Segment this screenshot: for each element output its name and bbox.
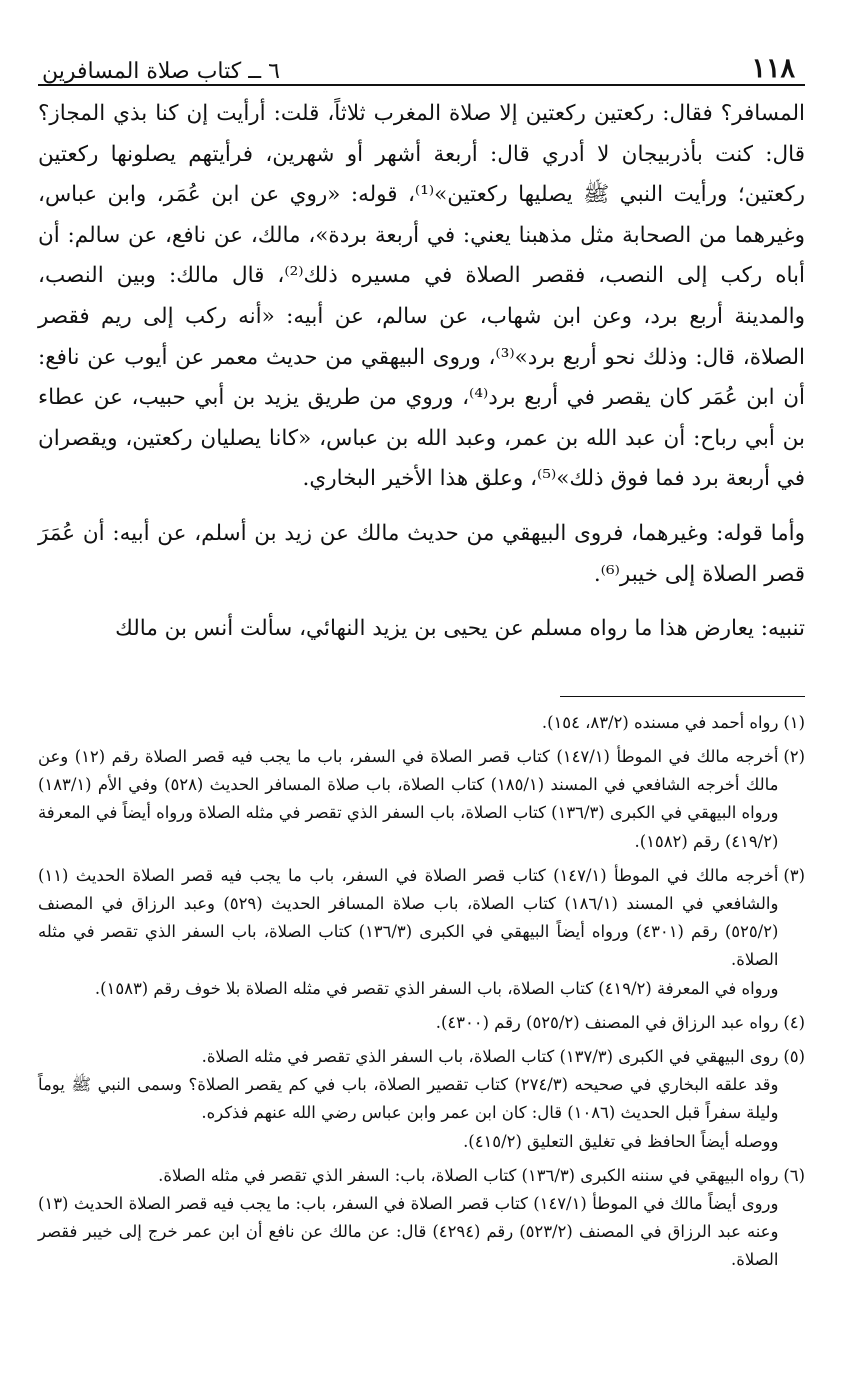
footnote-6 [38, 1162, 805, 1275]
page-number: ١١٨ [751, 53, 795, 84]
page-header [38, 40, 805, 86]
footnote-text: ووصله أيضاً الحافظ في تغليق التعليق (٤١٥/٢). [463, 1131, 779, 1151]
footnote-5 [38, 1043, 805, 1156]
footnote-number: (٢) [783, 746, 805, 766]
chapter-title: ٦ ــ كتاب صلاة المسافرين [42, 59, 280, 84]
footnote-number: (٣) [783, 865, 805, 885]
main-text [38, 94, 805, 650]
footnote-text: رواه البيهقي في سننه الكبرى (١٣٦/٣) كتاب الصلاة، باب: السفر الذي تقصر في مثله الصلاة. [158, 1165, 779, 1185]
footnote-2 [38, 743, 805, 856]
footnote-text: رواه أحمد في مسنده (٨٣/٢، ١٥٤). [541, 712, 779, 732]
footnote-text: ورواه في المعرفة (٤١٩/٢) كتاب الصلاة، باب السفر الذي تقصر في مثله الصلاة بلا خوف رقم (١٥٨٣). [94, 978, 779, 998]
footnote-number: (١) [783, 712, 805, 732]
footnote-4 [38, 1009, 805, 1037]
footnote-text: وقد علقه البخاري في صحيحه (٢٧٤/٣) كتاب تقصير الصلاة، باب في كم يقصر الصلاة؟ وسمى النبي ﷺ يوماً وليلة سفراً قبل الحديث (١٠٨٦) قال: كان ابن عمر وابن عباس رضي الله عنهم فذكره. [38, 1075, 779, 1123]
body-paragraph: وأما قوله: وغيرهما، فروى البيهقي من حديث مالك عن زيد بن أسلم، عن أبيه: أن عُمَرَ قصر الصلاة إلى خيبر⁽⁶⁾. [38, 520, 805, 587]
footnote-1 [38, 709, 805, 737]
footnote-divider [560, 696, 805, 697]
footnotes [38, 709, 805, 1275]
footnote-text: روى البيهقي في الكبرى (١٣٧/٣) كتاب الصلاة، باب السفر الذي تقصر في مثله الصلاة. [201, 1046, 779, 1066]
body-paragraph: تنبيه: يعارض هذا ما رواه مسلم عن يحيى بن يزيد النهائي، سألت أنس بن مالك [115, 616, 805, 642]
footnote-text: أخرجه مالك في الموطأ (١٤٧/١) كتاب قصر الصلاة في السفر، باب ما يجب فيه قصر الصلاة الحديث (١١) والشافعي في المسند (١٨٦/١) كتاب الصلاة، باب صلاة المسافر الحديث (٥٢٩) وعبد الرزاق في المصنف (٥٢٥/٢) رقم (٤٣٠١) ورواه أيضاً البيهقي في الكبرى (١٣٦/٣) كتاب الصلاة، باب السفر الذي تقصر في مثله الصلاة. [38, 865, 779, 970]
footnote-text: أخرجه مالك في الموطأ (١٤٧/١) كتاب قصر الصلاة في السفر، باب ما يجب فيه قصر الصلاة رقم (١٢) وعن مالك أخرجه الشافعي في المسند (١٨٥/١) كتاب الصلاة، باب صلاة المسافر الحديث (٥٢٨) وفي الأم (١٨٣/١) ورواه البيهقي في الكبرى (١٣٦/٣) كتاب الصلاة، باب السفر الذي تقصر في مثله الصلاة ورواه أيضاً في المعرفة (٤١٩/٢) رقم (١٥٨٢). [38, 746, 779, 851]
footnote-3 [38, 862, 805, 1003]
body-paragraph: المسافر؟ فقال: ركعتين ركعتين إلا صلاة المغرب ثلاثاً، قلت: أرأيت إن كنا بذي المجاز؟ قال: كنت بأذربيجان لا أدري قال: أربعة أشهر أو شهرين، فرأيتهم يصلونها ركعتين ركعتين؛ ورأيت النبي ﷺ يصليها ركعتين»⁽¹⁾، قوله: «روي عن ابن عُمَر، وابن عباس، وغيرهما من الصحابة مثل مذهبنا يعني: في أربعة بردة»، مالك، عن نافع، عن سالم: أن أباه ركب إلى النصب، فقصر الصلاة في مسيره ذلك⁽²⁾، قال مالك: وبين النصب، والمدينة أربع برد، وعن ابن شهاب، عن سالم، عن أبيه: «أنه ركب إلى ريم فقصر الصلاة، قال: وذلك نحو أربع برد»⁽³⁾، وروى البيهقي من حديث معمر عن أيوب عن نافع: أن ابن عُمَر كان يقصر في أربع برد⁽⁴⁾، وروي من طريق يزيد بن أبي حبيب، عن عطاء بن أبي رباح: أن عبد الله بن عمر، وعبد الله بن عباس، «كانا يصليان ركعتين، ويقصران في أربعة برد فما فوق ذلك»⁽⁵⁾، وعلق هذا الأخير البخاري. [38, 101, 805, 492]
footnote-number: (٦) [783, 1165, 805, 1185]
footnote-number: (٤) [783, 1012, 805, 1032]
footnote-text: وروى أيضاً مالك في الموطأ (١٤٧/١) كتاب قصر الصلاة في السفر، باب: ما يجب فيه قصر الصلاة الحديث (١٣) وعنه عبد الرزاق في المصنف (٥٢٣/٢) رقم (٤٢٩٤) قال: عن مالك عن نافع أن ابن عمر خرج إلى خيبر فقصر الصلاة. [38, 1193, 779, 1270]
footnote-text: رواه عبد الرزاق في المصنف (٥٢٥/٢) رقم (٤٣٠٠). [435, 1012, 779, 1032]
footnote-number: (٥) [783, 1046, 805, 1066]
